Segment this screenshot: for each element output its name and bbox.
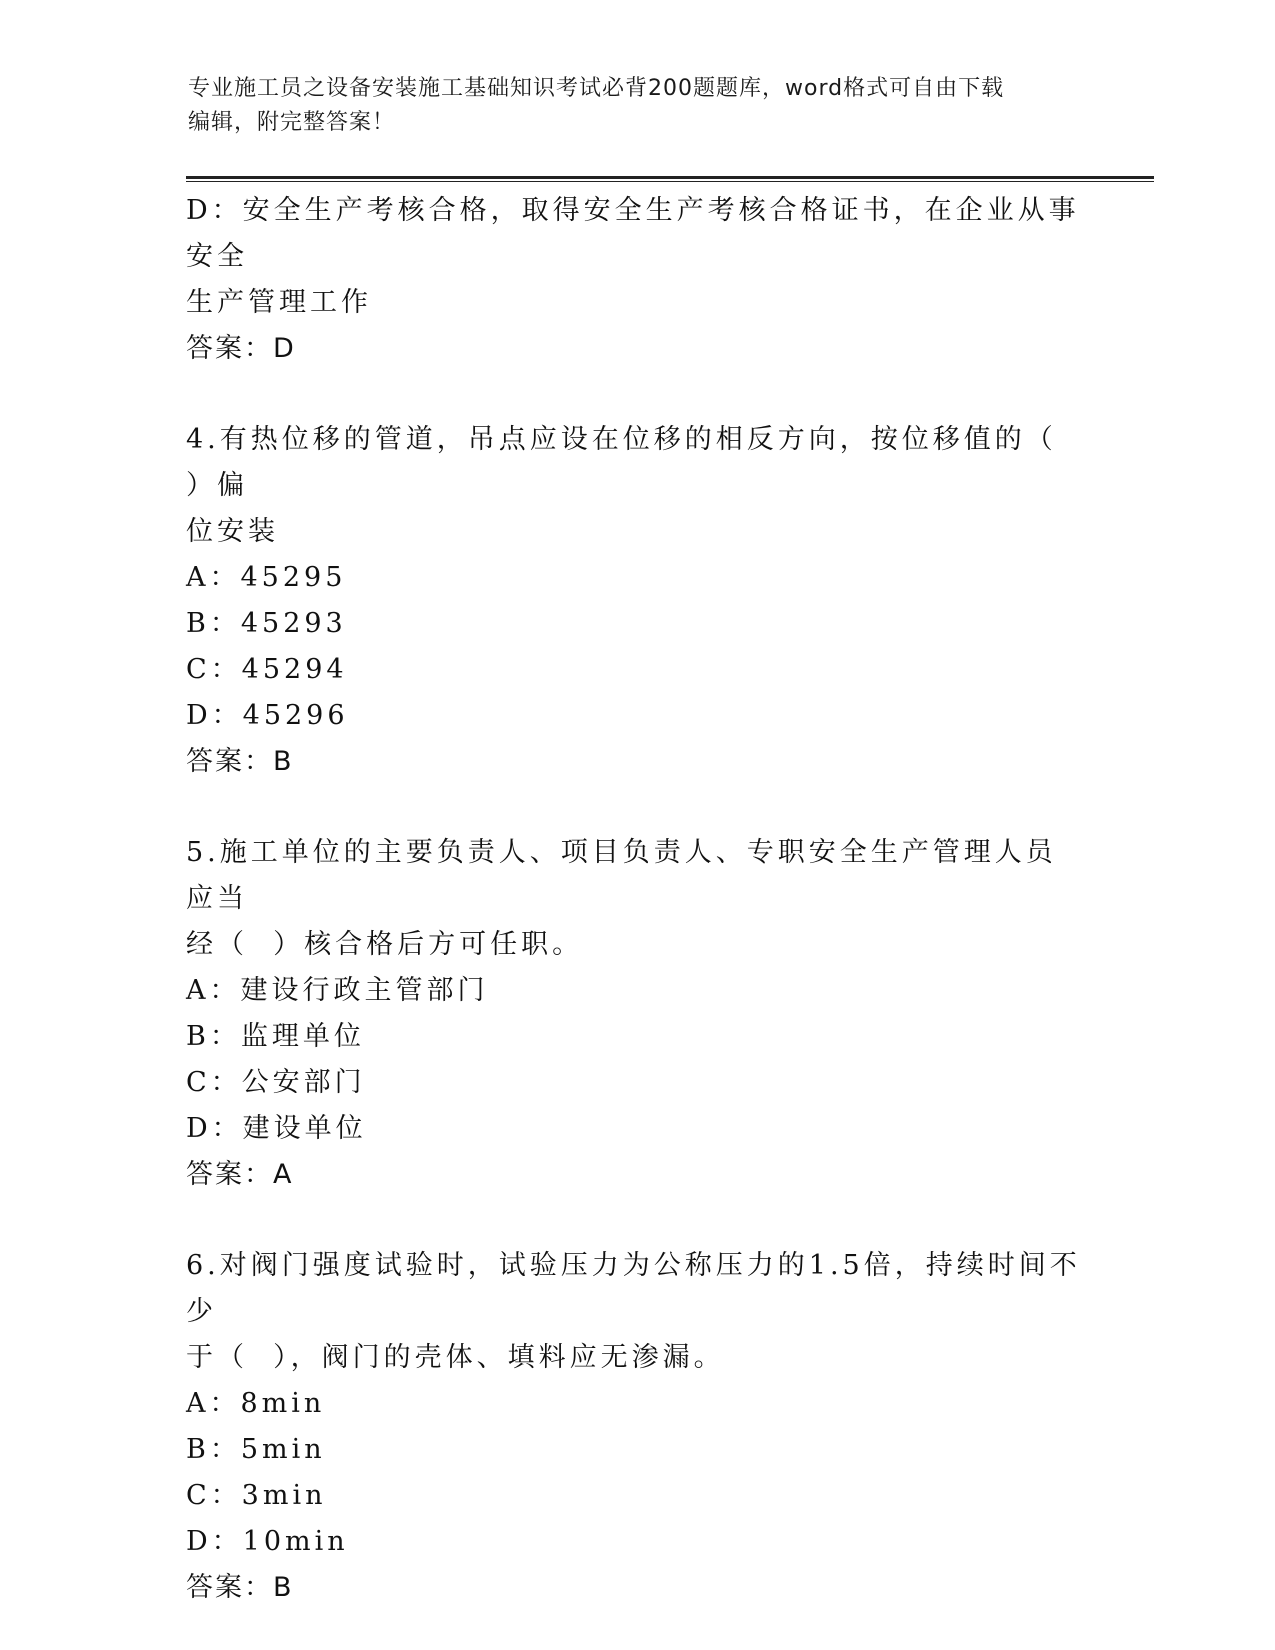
header-title-line-2: 编辑，附完整答案！: [188, 110, 396, 135]
header-divider-thick: [186, 176, 1154, 179]
question-5: [186, 830, 1086, 1198]
option-a: A：45295: [186, 562, 347, 593]
question-stem: 5.施工单位的主要负责人、项目负责人、专职安全生产管理人员应当: [186, 837, 1057, 914]
answer-line: 答案：A: [186, 1159, 294, 1190]
question-stem: 6.对阀门强度试验时，试验压力为公称压力的1.5倍，持续时间不少: [186, 1250, 1081, 1327]
option-a: A：8min: [186, 1388, 326, 1419]
question-6: [186, 1243, 1086, 1611]
option-b: B：5min: [186, 1434, 326, 1465]
option-d: D：45296: [186, 700, 349, 731]
question-4: [186, 417, 1086, 785]
option-d: D：10min: [186, 1526, 349, 1557]
option-d-continued: 生产管理工作: [186, 287, 372, 318]
header-divider-thin: [186, 181, 1154, 182]
option-a: A：建设行政主管部门: [186, 975, 489, 1006]
document-body: [186, 188, 1086, 1611]
option-c: C：45294: [186, 654, 348, 685]
option-d: D：安全生产考核合格，取得安全生产考核合格证书，在企业从事安全: [186, 195, 1080, 272]
option-b: B：监理单位: [186, 1021, 365, 1052]
option-d: D：建设单位: [186, 1113, 367, 1144]
answer-line: 答案：B: [186, 1572, 294, 1603]
question-3-continued: [186, 188, 1086, 372]
question-stem-continued: 经（ ）核合格后方可任职。: [186, 929, 584, 960]
document-header: [188, 72, 1088, 140]
answer-line: 答案：B: [186, 746, 294, 777]
option-c: C：公安部门: [186, 1067, 366, 1098]
option-c: C：3min: [186, 1480, 327, 1511]
answer-line: 答案：D: [186, 333, 296, 364]
header-title-line-1: 专业施工员之设备安装施工基础知识考试必背200题题库，word格式可自由下载: [188, 76, 1005, 101]
question-stem-continued: 位安装: [186, 516, 279, 547]
question-stem-continued: 于（ ），阀门的壳体、填料应无渗漏。: [186, 1342, 725, 1373]
option-b: B：45293: [186, 608, 347, 639]
question-stem: 4.有热位移的管道，吊点应设在位移的相反方向，按位移值的（ ）偏: [186, 424, 1082, 501]
